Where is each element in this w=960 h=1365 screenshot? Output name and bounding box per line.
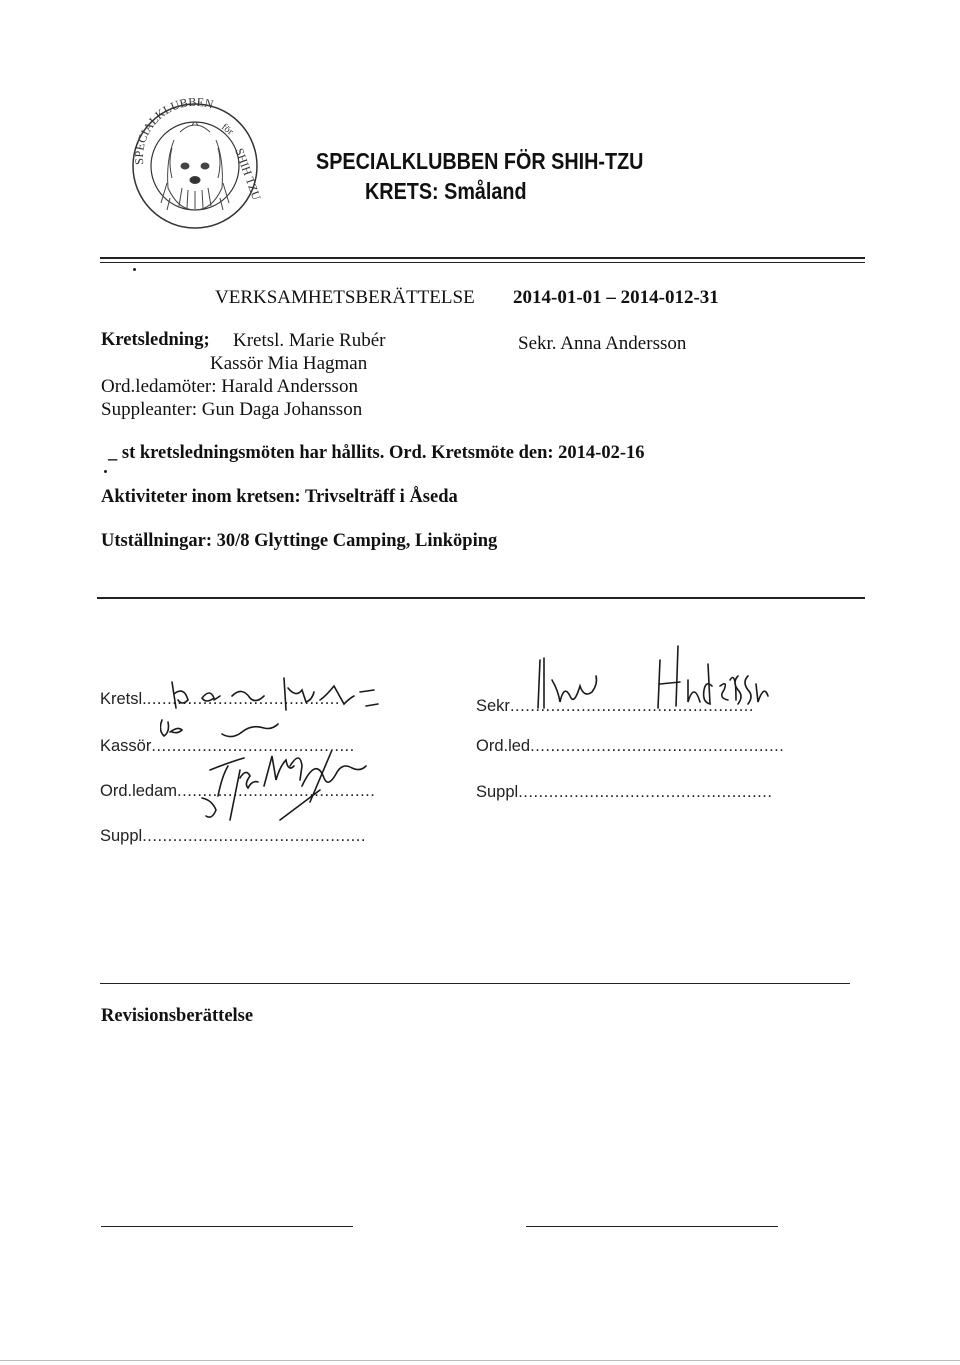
exhibitions-line: Utställningar: 30/8 Glyttinge Camping, Linköping xyxy=(101,531,498,551)
sig-treasurer-dots: ................................... .... xyxy=(151,737,355,755)
sig-member-dots: ....................................... xyxy=(177,782,376,800)
bullet-dot xyxy=(104,470,107,473)
sig-deputy-right-row xyxy=(476,783,772,802)
sig-secretary-label: Sekr xyxy=(476,697,510,715)
sig-chair-label: Kretsl. xyxy=(100,690,147,708)
club-name: SPECIALKLUBBEN FÖR SHIH-TZU xyxy=(316,148,644,174)
board-label: Kretsledning; xyxy=(101,330,210,350)
board-deputies: Suppleanter: Gun Daga Johansson xyxy=(101,399,363,420)
sig-chair-dots: ...................................... xyxy=(146,690,340,708)
audit-heading: Revisionsberättelse xyxy=(101,1006,254,1026)
sig-deputy-left-label: Suppl xyxy=(100,827,143,845)
club-seal-logo xyxy=(122,88,267,238)
handwritten-signatures-left xyxy=(160,670,490,840)
report-title: VERKSAMHETSBERÄTTELSE xyxy=(215,287,475,308)
stray-dot xyxy=(133,268,136,271)
header-rule-top xyxy=(100,257,865,259)
auditor-signature-line-left xyxy=(101,1226,353,1227)
svg-text:för: för xyxy=(219,121,236,138)
sig-deputy-left-dots: ............................................ xyxy=(142,827,366,845)
sig-treasurer-label: Kassör xyxy=(100,737,152,755)
svg-text:SPECIALKLUBBEN: SPECIALKLUBBEN xyxy=(131,94,215,166)
board-meetings-line: _ st kretsledningsmöten har hållits. Ord. Kretsmöte den: 2014-02-16 xyxy=(108,443,645,463)
audit-divider xyxy=(100,983,850,984)
report-period: 2014-01-01 – 2014-012-31 xyxy=(513,287,719,308)
section-divider xyxy=(97,597,865,599)
board-secretary: Sekr. Anna Andersson xyxy=(518,333,687,354)
sig-ordinary-row xyxy=(476,737,784,756)
sig-ordinary-label: Ord.led xyxy=(476,737,531,755)
sig-secretary-dots: ................................................ xyxy=(509,697,754,715)
svg-text:SHIH TZU: SHIH TZU xyxy=(232,146,264,202)
sig-deputy-right-dots: .................................................. xyxy=(518,783,773,801)
board-treasurer: Kassör Mia Hagman xyxy=(210,353,368,374)
board-chair: Kretsl. Marie Rubér xyxy=(233,330,386,351)
auditor-signature-line-right xyxy=(526,1226,778,1227)
handwritten-signature-right xyxy=(530,640,770,712)
krets-name: KRETS: Småland xyxy=(365,178,527,204)
header-rule-bottom xyxy=(100,262,865,263)
board-members: Ord.ledamöter: Harald Andersson xyxy=(101,376,358,397)
scan-edge xyxy=(0,1360,960,1361)
sig-member-label: Ord.ledam xyxy=(100,782,178,800)
activities-line: Aktiviteter inom kretsen: Trivselträff i Åseda xyxy=(101,487,458,507)
sig-deputy-right-label: Suppl xyxy=(476,783,519,801)
sig-ordinary-dots: .................................................. xyxy=(530,737,785,755)
